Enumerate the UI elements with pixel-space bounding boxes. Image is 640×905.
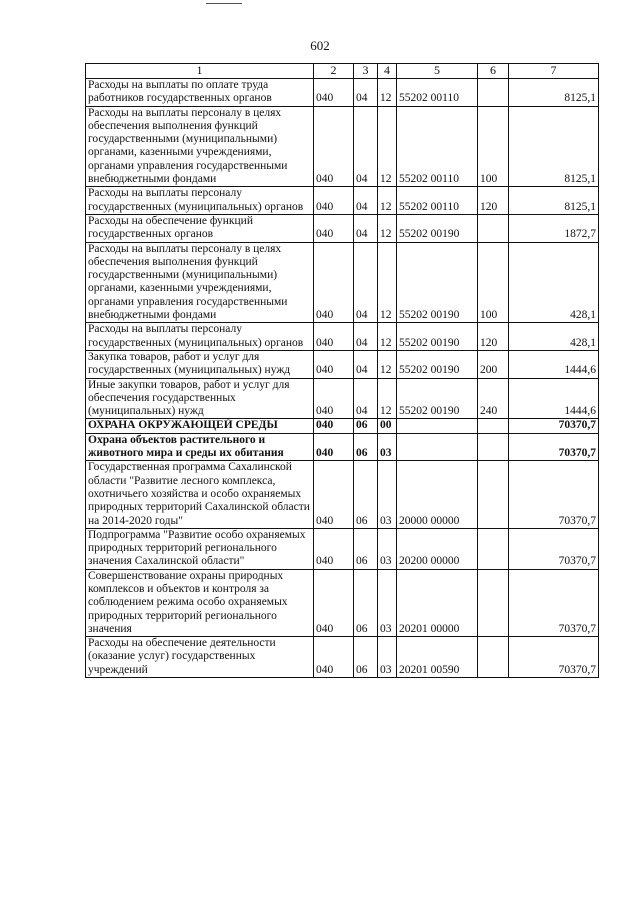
row-amount: 70370,7 — [509, 419, 599, 433]
table-row — [86, 528, 599, 569]
row-target-article: 55202 00190 — [397, 323, 478, 351]
row-subsection-code: 03 — [378, 433, 397, 461]
row-subsection-code: 03 — [378, 528, 397, 569]
row-section-code: 04 — [354, 106, 378, 187]
row-ministry-code: 040 — [314, 350, 354, 378]
row-ministry-code: 040 — [314, 79, 354, 107]
row-expense-type: 120 — [478, 323, 509, 351]
row-name: ОХРАНА ОКРУЖАЮЩЕЙ СРЕДЫ — [86, 419, 314, 433]
row-target-article: 55202 00190 — [397, 350, 478, 378]
row-amount: 70370,7 — [509, 637, 599, 678]
row-ministry-code: 040 — [314, 569, 354, 636]
row-expense-type — [478, 637, 509, 678]
row-expense-type — [478, 433, 509, 461]
row-amount: 70370,7 — [509, 461, 599, 528]
row-amount: 70370,7 — [509, 528, 599, 569]
row-name: Расходы на выплаты персоналу государственных (муниципальных) органов — [86, 323, 314, 351]
row-ministry-code: 040 — [314, 433, 354, 461]
table-row — [86, 569, 599, 636]
row-section-code: 04 — [354, 350, 378, 378]
row-name: Совершенствование охраны природных комплексов и объектов и контроля за соблюдением режима особо охраняемых природных территорий регионального значения — [86, 569, 314, 636]
table-body — [86, 79, 599, 678]
row-section-code: 04 — [354, 79, 378, 107]
row-section-code: 06 — [354, 637, 378, 678]
row-name: Расходы на выплаты по оплате труда работников государственных органов — [86, 79, 314, 107]
header-col-3: 3 — [354, 64, 378, 79]
row-subsection-code: 12 — [378, 323, 397, 351]
row-section-code: 06 — [354, 433, 378, 461]
row-section-code: 04 — [354, 214, 378, 242]
row-name: Закупка товаров, работ и услуг для государственных (муниципальных) нужд — [86, 350, 314, 378]
row-expense-type: 120 — [478, 187, 509, 215]
row-name: Иные закупки товаров, работ и услуг для обеспечения государственных (муниципальных) нужд — [86, 378, 314, 419]
row-target-article: 20200 00000 — [397, 528, 478, 569]
row-subsection-code: 12 — [378, 79, 397, 107]
row-target-article — [397, 433, 478, 461]
top-scan-mark — [206, 3, 242, 4]
row-subsection-code: 03 — [378, 569, 397, 636]
table-row — [86, 323, 599, 351]
row-name: Расходы на выплаты персоналу государственных (муниципальных) органов — [86, 187, 314, 215]
row-ministry-code: 040 — [314, 461, 354, 528]
table-row — [86, 350, 599, 378]
row-amount: 8125,1 — [509, 106, 599, 187]
table-row — [86, 433, 599, 461]
row-ministry-code: 040 — [314, 378, 354, 419]
row-ministry-code: 040 — [314, 637, 354, 678]
table-row — [86, 79, 599, 107]
row-target-article: 20000 00000 — [397, 461, 478, 528]
row-amount: 428,1 — [509, 242, 599, 323]
row-expense-type — [478, 79, 509, 107]
row-subsection-code: 12 — [378, 214, 397, 242]
table-row — [86, 378, 599, 419]
row-amount: 1444,6 — [509, 350, 599, 378]
row-ministry-code: 040 — [314, 323, 354, 351]
row-subsection-code: 12 — [378, 187, 397, 215]
row-target-article: 55202 00190 — [397, 214, 478, 242]
row-amount: 70370,7 — [509, 433, 599, 461]
row-ministry-code: 040 — [314, 214, 354, 242]
header-col-6: 6 — [478, 64, 509, 79]
row-section-code: 06 — [354, 569, 378, 636]
header-col-2: 2 — [314, 64, 354, 79]
row-ministry-code: 040 — [314, 528, 354, 569]
table-row — [86, 419, 599, 433]
row-target-article: 55202 00110 — [397, 187, 478, 215]
row-amount: 1444,6 — [509, 378, 599, 419]
row-ministry-code: 040 — [314, 419, 354, 433]
row-expense-type — [478, 214, 509, 242]
row-expense-type — [478, 528, 509, 569]
row-ministry-code: 040 — [314, 187, 354, 215]
row-subsection-code: 00 — [378, 419, 397, 433]
table-row — [86, 106, 599, 187]
row-target-article: 55202 00110 — [397, 106, 478, 187]
row-expense-type — [478, 419, 509, 433]
header-col-1: 1 — [86, 64, 314, 79]
row-amount: 8125,1 — [509, 187, 599, 215]
header-col-7: 7 — [509, 64, 599, 79]
row-section-code: 04 — [354, 378, 378, 419]
row-target-article: 55202 00110 — [397, 79, 478, 107]
row-expense-type — [478, 569, 509, 636]
row-section-code: 06 — [354, 461, 378, 528]
row-expense-type: 100 — [478, 242, 509, 323]
row-name: Расходы на выплаты персоналу в целях обеспечения выполнения функций государственными (муниципальными) органами, казенными учреждениями, органами управления государственными внебюджетными фондами — [86, 106, 314, 187]
budget-table — [85, 63, 599, 678]
row-section-code: 04 — [354, 242, 378, 323]
table-row — [86, 187, 599, 215]
row-name: Расходы на обеспечение деятельности (оказание услуг) государственных учреждений — [86, 637, 314, 678]
page-number: 602 — [310, 38, 330, 53]
row-subsection-code: 03 — [378, 461, 397, 528]
table-row — [86, 637, 599, 678]
header-col-5: 5 — [397, 64, 478, 79]
table-row — [86, 214, 599, 242]
table-row — [86, 461, 599, 528]
row-ministry-code: 040 — [314, 106, 354, 187]
row-target-article: 20201 00000 — [397, 569, 478, 636]
row-subsection-code: 12 — [378, 378, 397, 419]
row-subsection-code: 03 — [378, 637, 397, 678]
row-name: Расходы на выплаты персоналу в целях обеспечения выполнения функций государственными (муниципальными) органами, казенными учреждениями, органами управления государственными внебюджетными фондами — [86, 242, 314, 323]
row-target-article — [397, 419, 478, 433]
row-subsection-code: 12 — [378, 350, 397, 378]
row-subsection-code: 12 — [378, 242, 397, 323]
table-row — [86, 242, 599, 323]
row-amount: 1872,7 — [509, 214, 599, 242]
row-target-article: 55202 00190 — [397, 242, 478, 323]
row-amount: 428,1 — [509, 323, 599, 351]
row-name: Охрана объектов растительного и животного мира и среды их обитания — [86, 433, 314, 461]
row-section-code: 06 — [354, 528, 378, 569]
row-section-code: 04 — [354, 187, 378, 215]
row-target-article: 20201 00590 — [397, 637, 478, 678]
row-section-code: 06 — [354, 419, 378, 433]
row-expense-type: 100 — [478, 106, 509, 187]
row-subsection-code: 12 — [378, 106, 397, 187]
row-section-code: 04 — [354, 323, 378, 351]
row-ministry-code: 040 — [314, 242, 354, 323]
row-name: Подпрограмма "Развитие особо охраняемых природных территорий регионального значения Сахалинской области" — [86, 528, 314, 569]
row-target-article: 55202 00190 — [397, 378, 478, 419]
row-name: Государственная программа Сахалинской области "Развитие лесного комплекса, охотничьего хозяйства и особо охраняемых природных территорий Сахалинской области на 2014-2020 годы" — [86, 461, 314, 528]
row-name: Расходы на обеспечение функций государственных органов — [86, 214, 314, 242]
row-amount: 70370,7 — [509, 569, 599, 636]
row-amount: 8125,1 — [509, 79, 599, 107]
row-expense-type — [478, 461, 509, 528]
row-expense-type: 240 — [478, 378, 509, 419]
row-expense-type: 200 — [478, 350, 509, 378]
header-row — [86, 64, 599, 79]
header-col-4: 4 — [378, 64, 397, 79]
